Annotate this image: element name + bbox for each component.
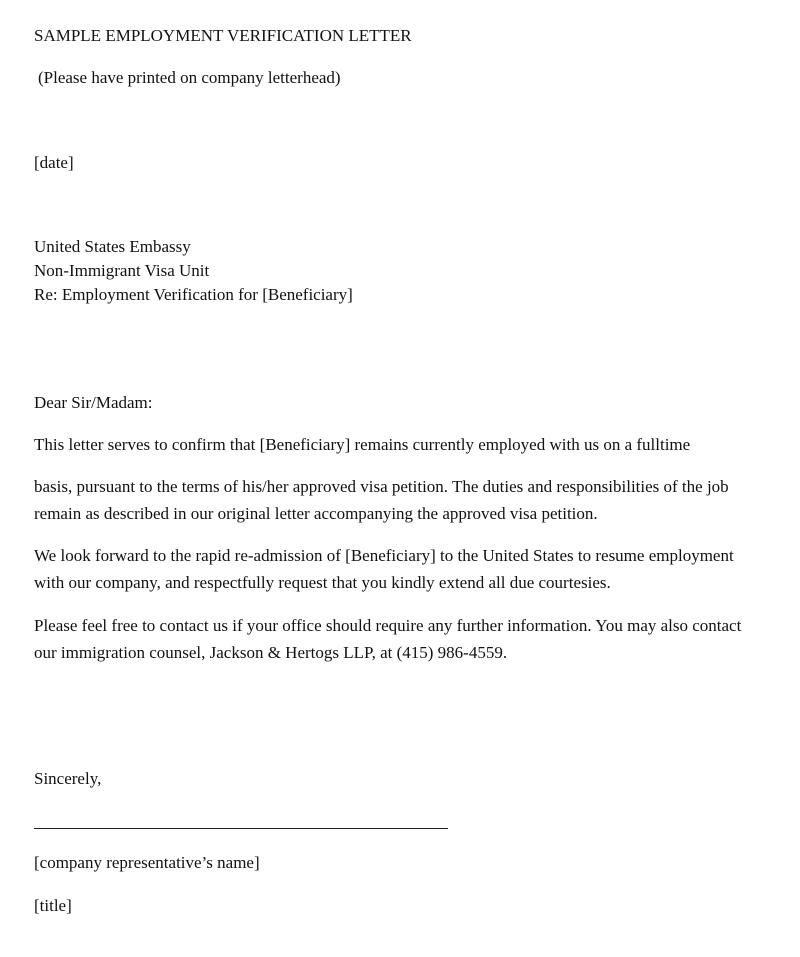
signature-line	[34, 828, 448, 829]
recipient-line-1: United States Embassy	[34, 237, 191, 256]
body-paragraph-2-line-2: remain as described in our original letter accompanying the approved visa petition.	[34, 504, 598, 523]
body-paragraph-3-line-2: with our company, and respectfully request that you kindly extend all due courtesies.	[34, 573, 611, 592]
sign-off: Sincerely,	[34, 769, 102, 788]
body-paragraph-2-line-1: basis, pursuant to the terms of his/her approved visa petition. The duties and responsibilities of the job	[34, 477, 729, 496]
body-paragraph-4-line-1: Please feel free to contact us if your office should require any further information. You may also contact	[34, 616, 742, 635]
representative-title-placeholder: [title]	[34, 896, 72, 915]
letter-title: SAMPLE EMPLOYMENT VERIFICATION LETTER	[34, 26, 412, 45]
body-paragraph-4-line-2: our immigration counsel, Jackson & Hertogs LLP, at (415) 986-4559.	[34, 643, 508, 662]
representative-name-placeholder: [company representative’s name]	[34, 853, 260, 872]
body-paragraph-3-line-1: We look forward to the rapid re-admission of [Beneficiary] to the United States to resume employment	[34, 546, 734, 565]
body-paragraph-1: This letter serves to confirm that [Beneficiary] remains currently employed with us on a fulltime	[34, 435, 691, 454]
letterhead-note: (Please have printed on company letterhead)	[38, 68, 341, 87]
date-placeholder: [date]	[34, 153, 74, 172]
recipient-line-3: Re: Employment Verification for [Beneficiary]	[34, 285, 353, 304]
recipient-line-2: Non-Immigrant Visa Unit	[34, 261, 210, 280]
salutation: Dear Sir/Madam:	[34, 393, 153, 412]
